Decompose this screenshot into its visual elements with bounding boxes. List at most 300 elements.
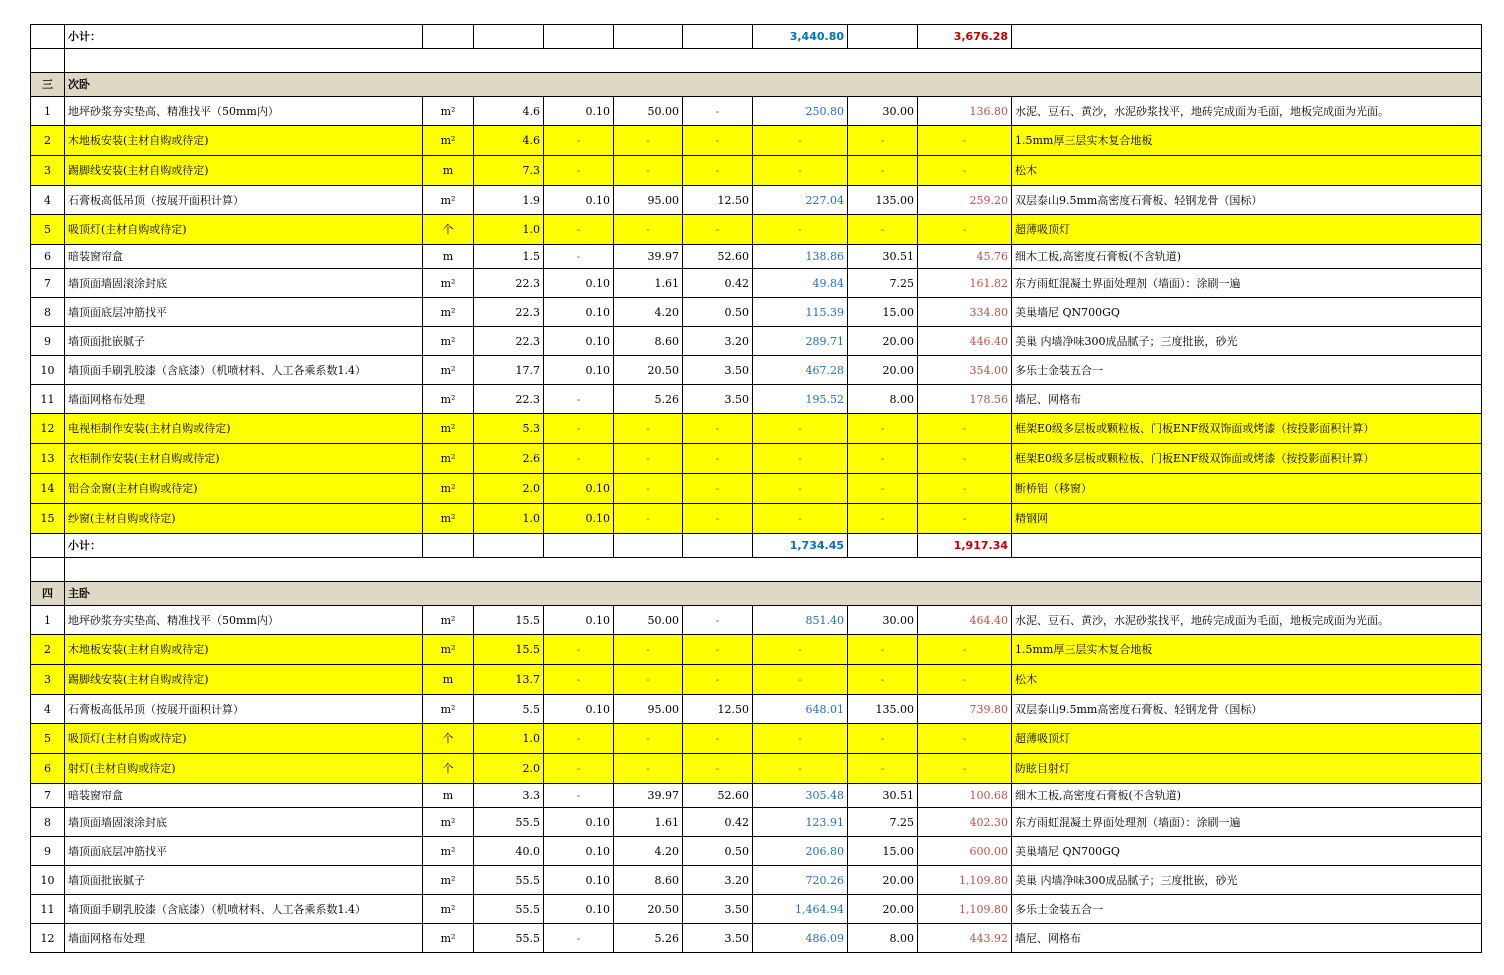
loss-rate: 0.10 [544,298,614,327]
unit-price: 135.00 [848,186,918,215]
unit: m² [423,356,474,385]
loss-rate: 0.10 [544,837,614,866]
quantity: 15.5 [474,606,544,635]
empty-cell [474,25,544,49]
amount: 305.48 [753,784,848,808]
subtotal: 739.80 [918,695,1012,724]
unit: 个 [423,754,474,784]
item-no: 6 [31,245,65,269]
loss-rate: 0.10 [544,695,614,724]
labor-price: 12.50 [683,695,753,724]
amount: 227.04 [753,186,848,215]
unit: m² [423,444,474,474]
amount: - [753,474,848,504]
empty-cell [544,534,614,558]
unit: m² [423,97,474,126]
loss-rate: - [544,635,614,665]
subtotal: 443.92 [918,924,1012,953]
item-name: 射灯(主材自购或待定) [65,754,423,784]
item-no: 6 [31,754,65,784]
remark: 精钢网 [1012,504,1482,534]
material-price: - [614,665,683,695]
labor-price: 0.42 [683,808,753,837]
loss-rate: - [544,215,614,245]
material-price: - [614,504,683,534]
line-item-row [31,215,1482,245]
item-no: 7 [31,784,65,808]
quantity: 2.6 [474,444,544,474]
amount: 195.52 [753,385,848,414]
material-price: 5.26 [614,385,683,414]
item-name: 暗装窗帘盒 [65,784,423,808]
loss-rate: 0.10 [544,504,614,534]
unit: m [423,665,474,695]
item-name: 铝合金窗(主材自购或待定) [65,474,423,504]
subtotal-marker [31,25,65,49]
subtotal: 1,109.80 [918,895,1012,924]
item-no: 8 [31,808,65,837]
labor-price: - [683,156,753,186]
empty-cell [1012,534,1482,558]
empty-cell [544,25,614,49]
section-number: 四 [31,582,65,606]
unit: m² [423,126,474,156]
line-item-row [31,695,1482,724]
subtotal: - [918,724,1012,754]
subtotal: - [918,474,1012,504]
loss-rate: 0.10 [544,356,614,385]
unit-price: - [848,665,918,695]
item-no: 10 [31,356,65,385]
item-no: 9 [31,837,65,866]
labor-price: - [683,444,753,474]
labor-price: - [683,97,753,126]
unit-price: 7.25 [848,269,918,298]
labor-price: - [683,665,753,695]
line-item-row [31,837,1482,866]
amount: 1,464.94 [753,895,848,924]
remark: 墙尼、网格布 [1012,385,1482,414]
item-name: 墙顶面批嵌腻子 [65,327,423,356]
labor-price: 12.50 [683,186,753,215]
unit: m² [423,866,474,895]
item-name: 地坪砂浆夯实垫高、精准找平（50mm内） [65,606,423,635]
subtotal: 334.80 [918,298,1012,327]
material-price: - [614,724,683,754]
item-name: 墙顶面底层冲筋找平 [65,837,423,866]
amount: - [753,504,848,534]
amount: 49.84 [753,269,848,298]
empty-cell [31,558,65,582]
amount: - [753,635,848,665]
subtotal: - [918,504,1012,534]
item-no: 11 [31,895,65,924]
quantity: 55.5 [474,866,544,895]
remark: 防眩目射灯 [1012,754,1482,784]
item-no: 3 [31,665,65,695]
unit-price: 30.51 [848,245,918,269]
material-price: 95.00 [614,186,683,215]
subtotal: 178.56 [918,385,1012,414]
unit-price: - [848,504,918,534]
item-name: 电视柜制作安装(主材自购或待定) [65,414,423,444]
labor-price: 3.50 [683,895,753,924]
material-price: 20.50 [614,895,683,924]
quantity: 5.5 [474,695,544,724]
unit: m [423,784,474,808]
remark: 双层泰山9.5mm高密度石膏板、轻钢龙骨（国标） [1012,695,1482,724]
empty-cell [614,534,683,558]
remark: 多乐士金装五合一 [1012,356,1482,385]
material-price: 1.61 [614,269,683,298]
subtotal: 1,109.80 [918,866,1012,895]
empty-cell [683,25,753,49]
remark: 细木工板,高密度石膏板(不含轨道) [1012,784,1482,808]
unit: m² [423,414,474,444]
line-item-row [31,808,1482,837]
material-price: 50.00 [614,97,683,126]
line-item-row [31,924,1482,953]
item-name: 木地板安装(主材自购或待定) [65,635,423,665]
material-price: 39.97 [614,784,683,808]
line-item-row [31,126,1482,156]
amount: 115.39 [753,298,848,327]
quantity: 17.7 [474,356,544,385]
loss-rate: - [544,414,614,444]
unit: m² [423,924,474,953]
line-item-row [31,186,1482,215]
subtotal: 45.76 [918,245,1012,269]
loss-rate: - [544,245,614,269]
unit-price: - [848,474,918,504]
line-item-row [31,895,1482,924]
unit-price: - [848,724,918,754]
subtotal: - [918,444,1012,474]
item-name: 吸顶灯(主材自购或待定) [65,724,423,754]
material-price: 5.26 [614,924,683,953]
labor-price: 0.42 [683,269,753,298]
remark: 松木 [1012,156,1482,186]
line-item-row [31,444,1482,474]
labor-price: 0.50 [683,298,753,327]
material-price: - [614,156,683,186]
unit-price: 20.00 [848,356,918,385]
unit: m² [423,186,474,215]
material-price: 4.20 [614,837,683,866]
subtotal-row [31,25,1482,49]
loss-rate: 0.10 [544,866,614,895]
item-no: 2 [31,635,65,665]
unit: m [423,156,474,186]
item-name: 纱窗(主材自购或待定) [65,504,423,534]
item-no: 4 [31,186,65,215]
line-item-row [31,327,1482,356]
loss-rate: - [544,385,614,414]
empty-cell [423,534,474,558]
unit-price: 30.00 [848,97,918,126]
quantity: 4.6 [474,97,544,126]
material-price: 8.60 [614,327,683,356]
remark: 双层泰山9.5mm高密度石膏板、轻钢龙骨（国标） [1012,186,1482,215]
line-item-row [31,866,1482,895]
amount: - [753,156,848,186]
material-price: - [614,126,683,156]
empty-cell [683,534,753,558]
remark: 1.5mm厚三层实木复合地板 [1012,635,1482,665]
remark: 超薄吸顶灯 [1012,215,1482,245]
subtotal: 136.80 [918,97,1012,126]
amount: 648.01 [753,695,848,724]
item-no: 14 [31,474,65,504]
quantity: 55.5 [474,924,544,953]
subtotal: - [918,215,1012,245]
item-name: 石膏板高低吊顶（按展开面积计算） [65,186,423,215]
labor-price: - [683,474,753,504]
unit-price: 20.00 [848,327,918,356]
item-name: 吸顶灯(主材自购或待定) [65,215,423,245]
item-no: 5 [31,724,65,754]
quantity: 7.3 [474,156,544,186]
line-item-row [31,156,1482,186]
remark: 细木工板,高密度石膏板(不含轨道) [1012,245,1482,269]
quantity: 1.0 [474,215,544,245]
unit-price: 15.00 [848,837,918,866]
unit: 个 [423,215,474,245]
material-price: - [614,635,683,665]
labor-price: - [683,215,753,245]
line-item-row [31,784,1482,808]
labor-price: 3.50 [683,924,753,953]
amount: - [753,414,848,444]
subtotal-total: 1,917.34 [918,534,1012,558]
line-item-row [31,298,1482,327]
section-header-row [31,73,1482,97]
unit-price: 135.00 [848,695,918,724]
material-price: - [614,474,683,504]
amount: - [753,444,848,474]
item-name: 地坪砂浆夯实垫高、精准找平（50mm内） [65,97,423,126]
material-price: - [614,215,683,245]
remark: 美巢墙尼 QN700GQ [1012,298,1482,327]
material-price: 4.20 [614,298,683,327]
remark: 多乐士金装五合一 [1012,895,1482,924]
empty-cell [65,49,1482,73]
item-no: 1 [31,606,65,635]
unit: m² [423,895,474,924]
amount: 123.91 [753,808,848,837]
amount: 851.40 [753,606,848,635]
item-no: 12 [31,414,65,444]
loss-rate: 0.10 [544,808,614,837]
item-no: 3 [31,156,65,186]
item-no: 9 [31,327,65,356]
unit: m² [423,474,474,504]
line-item-row [31,754,1482,784]
loss-rate: - [544,754,614,784]
unit: 个 [423,724,474,754]
empty-cell [614,25,683,49]
unit: m² [423,269,474,298]
line-item-row [31,97,1482,126]
item-name: 墙面网格布处理 [65,385,423,414]
item-no: 1 [31,97,65,126]
remark: 超薄吸顶灯 [1012,724,1482,754]
material-price: 1.61 [614,808,683,837]
empty-cell [423,25,474,49]
unit: m² [423,327,474,356]
subtotal: 354.00 [918,356,1012,385]
item-name: 墙面网格布处理 [65,924,423,953]
unit: m² [423,504,474,534]
quantity: 22.3 [474,327,544,356]
unit-price: 20.00 [848,866,918,895]
line-item-row [31,724,1482,754]
remark: 东方雨虹混凝土界面处理剂（墙面）：涂刷一遍 [1012,269,1482,298]
section-header-row [31,582,1482,606]
labor-price: 52.60 [683,245,753,269]
unit: m² [423,837,474,866]
unit-price: 20.00 [848,895,918,924]
amount: - [753,724,848,754]
remark: 松木 [1012,665,1482,695]
amount: 486.09 [753,924,848,953]
quantity: 2.0 [474,754,544,784]
item-no: 10 [31,866,65,895]
line-item-row [31,245,1482,269]
remark: 框架E0级多层板或颗粒板、门板ENF级双饰面或烤漆（按投影面积计算） [1012,444,1482,474]
remark: 1.5mm厚三层实木复合地板 [1012,126,1482,156]
item-name: 墙顶面手刷乳胶漆（含底漆）（机喷材料、人工各乘系数1.4） [65,356,423,385]
empty-cell [474,534,544,558]
line-item-row [31,269,1482,298]
empty-cell [848,534,918,558]
quantity: 4.6 [474,126,544,156]
remark: 水泥、豆石、黄沙，水泥砂浆找平，地砖完成面为毛面，地板完成面为光面。 [1012,606,1482,635]
unit-price: 15.00 [848,298,918,327]
unit-price: - [848,215,918,245]
loss-rate: - [544,724,614,754]
amount: 206.80 [753,837,848,866]
remark: 美巢 内墙净味300成品腻子；三度批嵌，砂光 [1012,866,1482,895]
section-title: 次卧 [65,73,1482,97]
amount: - [753,215,848,245]
empty-cell [1012,25,1482,49]
subtotal: 259.20 [918,186,1012,215]
remark: 水泥、豆石、黄沙，水泥砂浆找平，地砖完成面为毛面，地板完成面为光面。 [1012,97,1482,126]
item-name: 木地板安装(主材自购或待定) [65,126,423,156]
empty-cell [31,49,65,73]
quantity: 40.0 [474,837,544,866]
unit-price: 8.00 [848,385,918,414]
labor-price: 3.50 [683,356,753,385]
loss-rate: - [544,924,614,953]
item-name: 石膏板高低吊顶（按展开面积计算） [65,695,423,724]
remark: 断桥铝（移窗） [1012,474,1482,504]
remark: 美巢 内墙净味300成品腻子；三度批嵌，砂光 [1012,327,1482,356]
section-title: 主卧 [65,582,1482,606]
amount: - [753,665,848,695]
empty-cell [848,25,918,49]
subtotal: - [918,414,1012,444]
unit: m² [423,635,474,665]
quantity: 1.9 [474,186,544,215]
subtotal: - [918,156,1012,186]
material-price: - [614,444,683,474]
subtotal: 161.82 [918,269,1012,298]
material-price: - [614,414,683,444]
subtotal: - [918,665,1012,695]
quantity: 3.3 [474,784,544,808]
remark: 美巢墙尼 QN700GQ [1012,837,1482,866]
quantity: 22.3 [474,298,544,327]
loss-rate: 0.10 [544,97,614,126]
material-price: 39.97 [614,245,683,269]
quantity: 1.5 [474,245,544,269]
unit-price: - [848,754,918,784]
quantity: 22.3 [474,269,544,298]
line-item-row [31,635,1482,665]
empty-cell [65,558,1482,582]
line-item-row [31,504,1482,534]
material-price: 50.00 [614,606,683,635]
subtotal: - [918,126,1012,156]
amount: - [753,754,848,784]
item-no: 7 [31,269,65,298]
quantity: 22.3 [474,385,544,414]
unit: m² [423,606,474,635]
labor-price: 0.50 [683,837,753,866]
remark: 墙尼、网格布 [1012,924,1482,953]
item-name: 踢脚线安装(主材自购或待定) [65,156,423,186]
labor-price: 52.60 [683,784,753,808]
remark: 东方雨虹混凝土界面处理剂（墙面）：涂刷一遍 [1012,808,1482,837]
unit-price: 30.00 [848,606,918,635]
item-name: 墙顶面批嵌腻子 [65,866,423,895]
amount: - [753,126,848,156]
unit-price: 8.00 [848,924,918,953]
amount: 467.28 [753,356,848,385]
amount: 720.26 [753,866,848,895]
item-no: 5 [31,215,65,245]
quantity: 55.5 [474,895,544,924]
subtotal-amount: 1,734.45 [753,534,848,558]
labor-price: - [683,126,753,156]
material-price: 95.00 [614,695,683,724]
subtotal: - [918,754,1012,784]
loss-rate: 0.10 [544,327,614,356]
item-no: 15 [31,504,65,534]
line-item-row [31,414,1482,444]
labor-price: - [683,724,753,754]
amount: 289.71 [753,327,848,356]
loss-rate: 0.10 [544,606,614,635]
item-name: 墙顶面底层冲筋找平 [65,298,423,327]
item-name: 踢脚线安装(主材自购或待定) [65,665,423,695]
item-no: 11 [31,385,65,414]
subtotal: - [918,635,1012,665]
item-no: 13 [31,444,65,474]
item-name: 墙顶面墙固滚涂封底 [65,808,423,837]
remark: 框架E0级多层板或颗粒板、门板ENF级双饰面或烤漆（按投影面积计算） [1012,414,1482,444]
unit: m² [423,298,474,327]
unit: m² [423,808,474,837]
quantity: 13.7 [474,665,544,695]
unit: m² [423,385,474,414]
material-price: - [614,754,683,784]
item-no: 2 [31,126,65,156]
loss-rate: - [544,444,614,474]
subtotal-marker [31,534,65,558]
